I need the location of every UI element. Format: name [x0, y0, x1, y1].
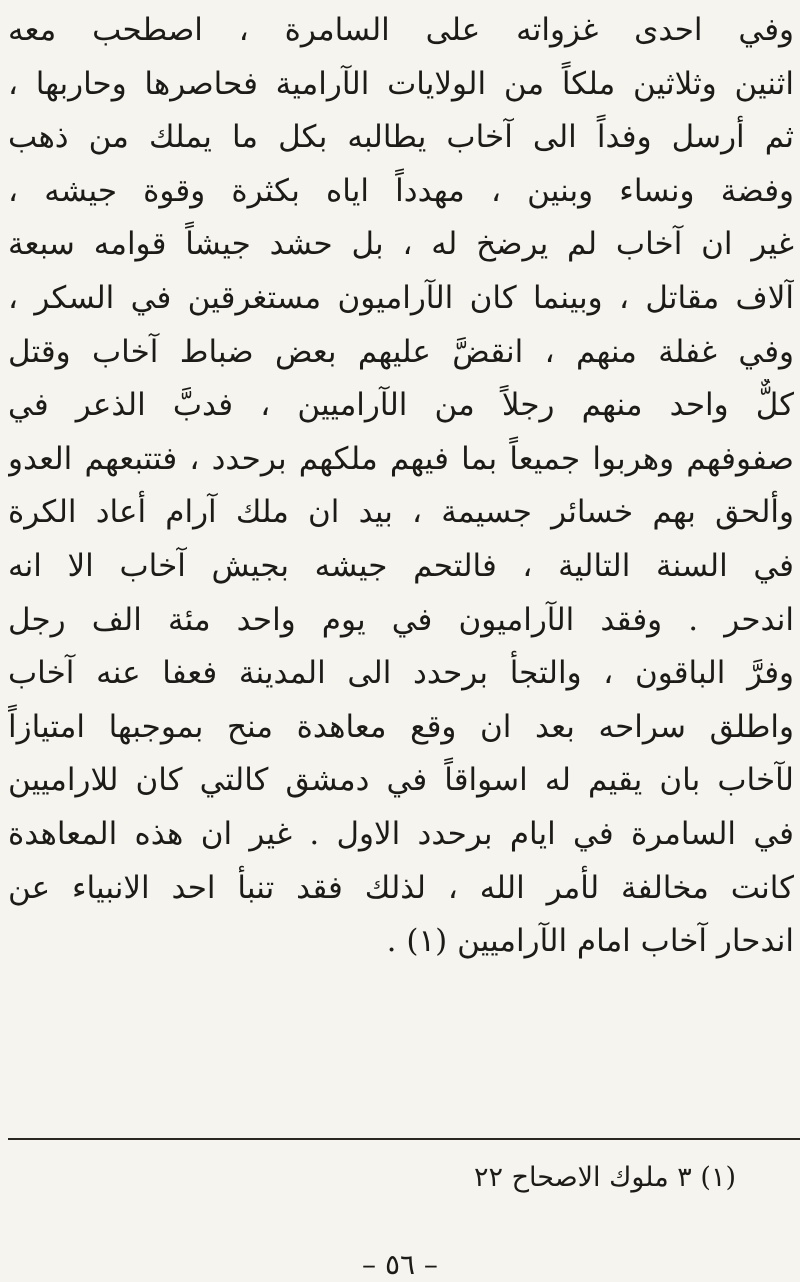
text-line: صفوفهم وهربوا جميعاً بما فيهم ملكهم برحدد ، فتتبعهم العدو: [8, 440, 794, 477]
text-line: غير ان آخاب لم يرضخ له ، بل حشد جيشاً قوامه سبعة: [8, 226, 794, 263]
text-line: وفي احدى غزواته على السامرة ، اصطحب معه: [8, 12, 794, 48]
text-line: لآخاب بان يقيم له اسواقاً في دمشق كالتي كان للاراميين: [8, 762, 794, 799]
footnote-divider: [8, 1138, 800, 1140]
text-line: وفضة ونساء وبنين ، مهدداً اياه بكثرة وقوة جيشه ،: [8, 172, 794, 209]
text-line: في السنة التالية ، فالتحم جيشه بجيش آخاب الا انه: [8, 547, 794, 584]
text-line: اثنين وثلاثين ملكاً من الولايات الآرامية فحاصرها وحاربها ،: [8, 65, 794, 102]
text-line: اندحر . وفقد الآراميون في يوم واحد مئة الف رجل: [8, 601, 794, 638]
text-line: ثم أرسل وفداً الى آخاب يطالبه بكل ما يملك من ذهب: [8, 119, 794, 156]
footnote: (١) ٣ ملوك الاصحاح ٢٢: [474, 1162, 736, 1193]
text-line: وفرَّ الباقون ، والتجأ برحدد الى المدينة فعفا عنه آخاب: [8, 655, 794, 692]
text-line: في السامرة في ايام برحدد الاول . غير ان هذه المعاهدة: [8, 815, 794, 852]
text-line: كلٌّ واحد منهم رجلاً من الآراميين ، فدبَّ الذعر في: [8, 387, 794, 424]
body-text: [8, 4, 794, 969]
text-line: كانت مخالفة لأمر الله ، لذلك فقد تنبأ احد الانبياء عن: [8, 869, 794, 906]
text-line: وفي غفلة منهم ، انقضَّ عليهم بعض ضباط آخاب وقتل: [8, 333, 794, 370]
text-line: وألحق بهم خسائر جسيمة ، بيد ان ملك آرام أعاد الكرة: [8, 494, 794, 531]
text-line: آلاف مقاتل ، وبينما كان الآراميون مستغرقين في السكر ،: [8, 279, 794, 316]
page-number: – ٥٦ –: [362, 1248, 438, 1281]
text-line: واطلق سراحه بعد ان وقع معاهدة منح بموجبها امتيازاً: [8, 708, 794, 745]
text-line-last: اندحار آخاب امام الآراميين (١) .: [386, 923, 794, 960]
